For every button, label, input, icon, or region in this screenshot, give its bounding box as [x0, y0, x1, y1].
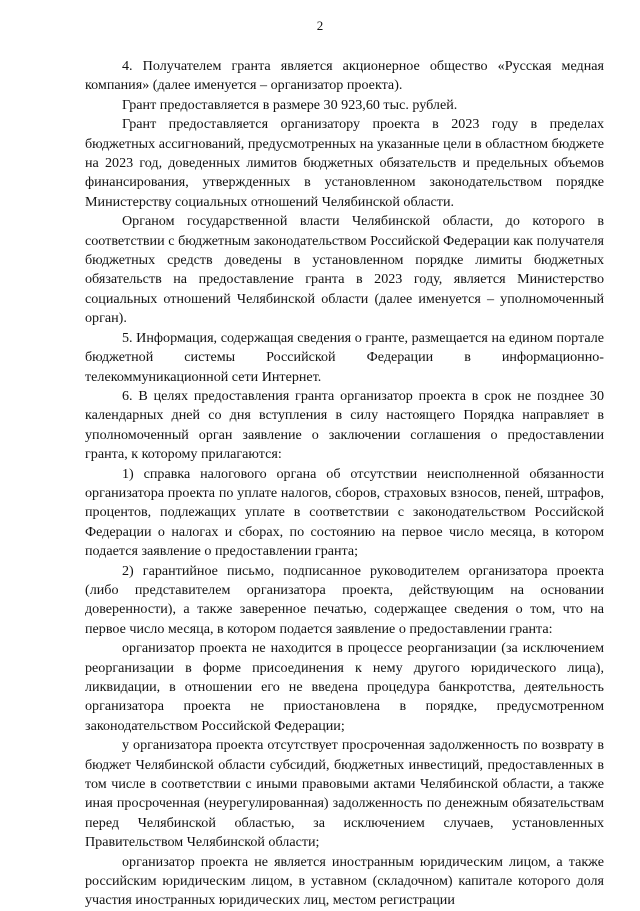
paragraph-not-foreign-entity: организатор проекта не является иностранным юридическим лицом, а также российским юридическим лицом, в уставном (складочном) капитале которого доля участия иностранных юридических лиц, местом регистрации — [85, 853, 604, 909]
paragraph-authorized-body: Органом государственной власти Челябинской области, до которого в соответствии с бюджетным законодательством Российской Федерации как получателя бюджетных средств доведены в установленном порядке лимиты бюджетных обязательств на предоставление гранта в 2023 году, является Министерство социальных отношений Челябинской области (далее именуется – уполномоченный орган). — [85, 213, 604, 327]
paragraph-no-reorganization: организатор проекта не находится в процессе реорганизации (за исключением реорганизации в форме присоединения к нему другого юридического лица), ликвидации, в отношении его не введена процедура банкротства, деятельность организатора проекта не приостановлена в порядке, предусмотренном законодательством Российской Федерации; — [85, 640, 604, 734]
page-number: 2 — [316, 18, 324, 33]
paragraph-no-debt: у организатора проекта отсутствует просроченная задолженность по возврату в бюджет Челябинской области субсидий, бюджетных инвестиций, предоставленных в том числе в соответствии с иными правовыми актами Челябинской области, а также иная просроченная (неурегулированная) задолженность по денежным обязательствам перед Челябинской областью, за исключением случаев, установленных Правительством Челябинской области; — [85, 737, 604, 851]
paragraph-guarantee-letter: 2) гарантийное письмо, подписанное руководителем организатора проекта (либо представителем организатора проекта, действующим на основании доверенности), а также заверенное печатью, содержащее сведения о том, что на первое число месяца, в котором подается заявление о предоставлении гранта: — [85, 562, 604, 637]
document-body — [85, 57, 604, 911]
paragraph-application-deadline: 6. В целях предоставления гранта организатор проекта в срок не позднее 30 календарных дней со дня вступления в силу настоящего Порядка направляет в уполномоченный орган заявление о заключении соглашения о предоставлении гранта, к которому прилагаются: — [85, 387, 604, 463]
paragraph-recipient: 4. Получателем гранта является акционерное общество «Русская медная компания» (далее именуется – организатор проекта). — [85, 58, 604, 94]
paragraph-information-portal: 5. Информация, содержащая сведения о гранте, размещается на едином портале бюджетной системы Российской Федерации в информационно-телекоммуникационной сети Интернет. — [85, 329, 604, 385]
paragraph-budget-limits: Грант предоставляется организатору проекта в 2023 году в пределах бюджетных ассигнований, предусмотренных на указанные цели в областном бюджете на 2023 год, доведенных лимитов бюджетных обязательств и предельных объемов финансирования, утвержденных в установленном законодательством порядке Министерству социальных отношений Челябинской области. — [85, 116, 604, 210]
paragraph-tax-certificate: 1) справка налогового органа об отсутствии неисполненной обязанности организатора проекта по уплате налогов, сборов, страховых взносов, пеней, штрафов, процентов, подлежащих уплате в соответствии с законодательством Российской Федерации о налогах и сборах, по состоянию на первое число месяца, в котором подается заявление о предоставлении гранта; — [85, 465, 604, 560]
paragraph-grant-amount: Грант предоставляется в размере 30 923,60 тыс. рублей. — [122, 96, 458, 113]
